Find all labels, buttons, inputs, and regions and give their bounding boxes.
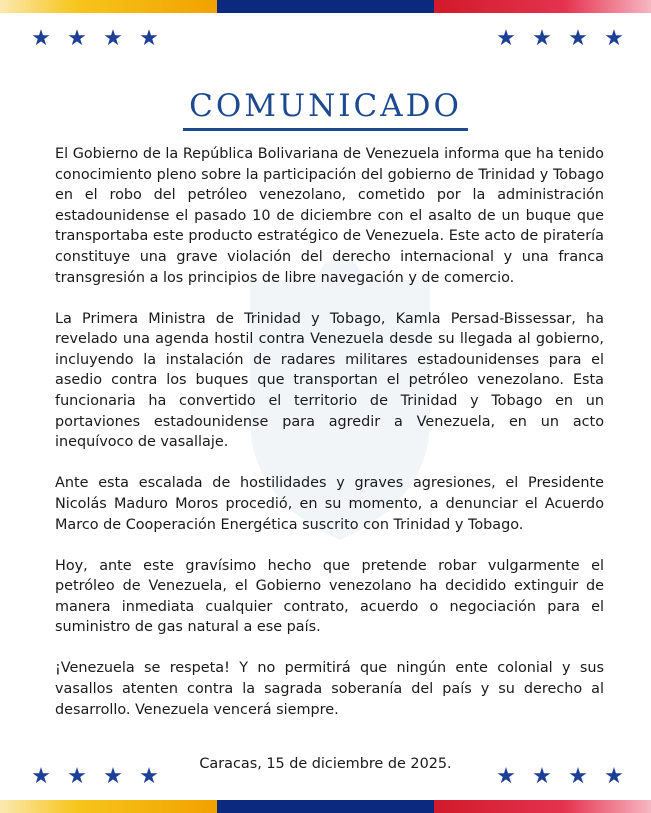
top-right-stars bbox=[496, 28, 624, 50]
star-icon: ★ bbox=[532, 764, 552, 789]
paragraph: ¡Venezuela se respeta! Y no permitirá que ningún ente colonial y sus vasallos atenten contra la sagrada soberanía del país y su derecho al desarrollo. Venezuela vencerá siempre. bbox=[55, 660, 604, 718]
flag-yellow-stripe bbox=[0, 800, 217, 813]
star-icon: ★ bbox=[568, 26, 588, 51]
star-icon: ★ bbox=[103, 764, 123, 789]
paragraph: La Primera Ministra de Trinidad y Tobago, Kamla Persad-Bissessar, ha revelado una agenda hostil contra Venezuela desde su llegada al gobierno, incluyendo la instalación de radares militares estadounidenses para el asedio contra los buques que transportan el petróleo venezolano. Esta funcionaria ha convertido el territorio de Trinidad y Tobago en un portaviones estadounidense para agredir a Venezuela, en un acto inequívoco de vasallaje. bbox=[55, 310, 604, 451]
signature-place-date: Caracas, 15 de diciembre de 2025. bbox=[199, 756, 452, 772]
star-icon: ★ bbox=[568, 764, 588, 789]
star-icon: ★ bbox=[139, 764, 159, 789]
bottom-left-stars bbox=[31, 766, 159, 788]
star-icon: ★ bbox=[496, 764, 516, 789]
star-icon: ★ bbox=[532, 26, 552, 51]
star-icon: ★ bbox=[31, 26, 51, 51]
paragraph: Ante esta escalada de hostilidades y graves agresiones, el Presidente Nicolás Maduro Moros procedió, en su momento, a denunciar el Acuerdo Marco de Cooperación Energética suscrito con Trinidad y Tobago. bbox=[55, 475, 604, 533]
flag-red-stripe bbox=[434, 800, 651, 813]
title-underline bbox=[183, 128, 468, 131]
flag-red-stripe bbox=[434, 0, 651, 13]
flag-yellow-stripe bbox=[0, 0, 217, 13]
paragraph: Hoy, ante este gravísimo hecho que pretende robar vulgarmente el petróleo de Venezuela, el Gobierno venezolano ha decidido extinguir de manera inmediata cualquier contrato, acuerdo o negociación para el suministro de gas natural a ese país. bbox=[55, 557, 604, 636]
flag-blue-stripe bbox=[217, 800, 434, 813]
star-icon: ★ bbox=[67, 764, 87, 789]
bottom-flag-bar bbox=[0, 800, 651, 813]
bottom-right-stars bbox=[496, 766, 624, 788]
star-icon: ★ bbox=[31, 764, 51, 789]
top-left-stars bbox=[31, 28, 159, 50]
paragraph: El Gobierno de la República Bolivariana de Venezuela informa que ha tenido conocimiento pleno sobre la participación del gobierno de Trinidad y Tobago en el robo del petróleo venezolano, cometido por la administración estadounidense el pasado 10 de diciembre con el asalto de un buque que transportaba este producto estratégico de Venezuela. Este acto de piratería constituye una grave violación del derecho internacional y una franca transgresión a los principios de libre navegación y de comercio. bbox=[55, 146, 604, 286]
page-title: COMUNICADO bbox=[189, 88, 462, 124]
flag-blue-stripe bbox=[217, 0, 434, 13]
top-flag-bar bbox=[0, 0, 651, 13]
star-icon: ★ bbox=[496, 26, 516, 51]
star-icon: ★ bbox=[604, 26, 624, 51]
communique-body bbox=[55, 144, 604, 741]
star-icon: ★ bbox=[103, 26, 123, 51]
star-icon: ★ bbox=[139, 26, 159, 51]
star-icon: ★ bbox=[604, 764, 624, 789]
star-icon: ★ bbox=[67, 26, 87, 51]
